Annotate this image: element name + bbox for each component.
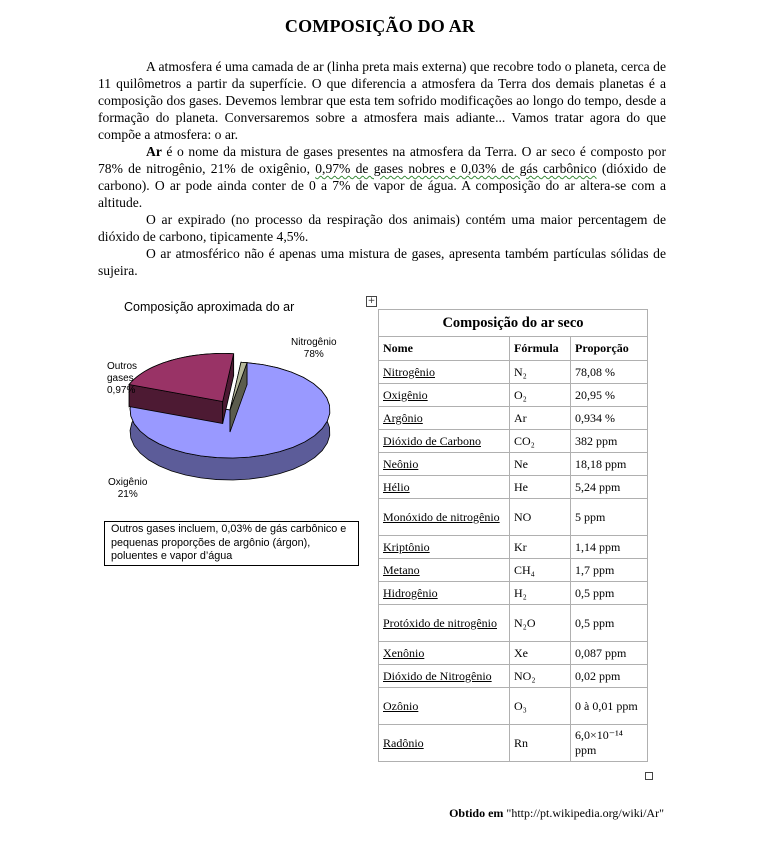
table-row: [379, 384, 648, 407]
cell-proportion: 6,0×10⁻¹⁴ ppm: [571, 725, 648, 762]
cell-formula: H₂: [510, 582, 571, 605]
paragraph-3: O ar expirado (no processo da respiração dos animais) contém uma maior percentagem de dióxido de carbono, tipicamente 4,5%.: [98, 212, 666, 244]
cell-name: Protóxido de nitrogênio: [379, 605, 510, 642]
source-citation: [449, 806, 664, 821]
pie-slices: [129, 353, 330, 479]
table-row: [379, 605, 648, 642]
table-row: [379, 430, 648, 453]
cell-proportion: 5,24 ppm: [571, 476, 648, 499]
table-row: [379, 725, 648, 762]
cell-name: Ozônio: [379, 688, 510, 725]
table-row: [379, 361, 648, 384]
cell-formula: CH₄: [510, 559, 571, 582]
table-row: [379, 559, 648, 582]
label-outros-line2: gases: [107, 373, 134, 384]
label-nitrogenio-value: 78%: [303, 349, 324, 360]
cell-name: Oxigênio: [379, 384, 510, 407]
paragraph-1: A atmosfera é uma camada de ar (linha preta mais externa) que recobre todo o planeta, cerca de 11 quilômetros a partir da superfície. O que diferencia a atmosfera da Terra dos demais planetas é a composição dos gases. Devemos lembrar que esta tem sofrido modificações ao longo do tempo, desde a formação do planeta. Conversaremos sobre a atmosfera mais adiante... Vamos tratar agora do que compõe a atmosfera: o ar.: [98, 59, 666, 142]
table-row: [379, 688, 648, 725]
table-row: [379, 499, 648, 536]
cell-proportion: 0,934 %: [571, 407, 648, 430]
header-formula: Fórmula: [510, 337, 571, 361]
cell-proportion: 0 à 0,01 ppm: [571, 688, 648, 725]
table-caption-row: [379, 310, 648, 337]
cell-proportion: 0,5 ppm: [571, 605, 648, 642]
header-proporcao: Proporção: [571, 337, 648, 361]
cell-formula: Ar: [510, 407, 571, 430]
cell-proportion: 0,02 ppm: [571, 665, 648, 688]
table-row: [379, 665, 648, 688]
cell-name: Hidrogênio: [379, 582, 510, 605]
cell-proportion: 0,5 ppm: [571, 582, 648, 605]
cell-formula: He: [510, 476, 571, 499]
document-title: COMPOSIÇÃO DO AR: [284, 16, 476, 36]
cell-formula: Rn: [510, 725, 571, 762]
cell-formula: O₃: [510, 688, 571, 725]
table-move-handle[interactable]: +: [367, 296, 376, 306]
cell-proportion: 1,7 ppm: [571, 559, 648, 582]
label-nitrogenio: [291, 337, 337, 361]
source-label: Obtido em: [449, 806, 504, 820]
header-nome: Nome: [379, 337, 510, 361]
cell-proportion: 382 ppm: [571, 430, 648, 453]
cell-name: Dióxido de Carbono: [379, 430, 510, 453]
table-row: [379, 407, 648, 430]
table-row: [379, 453, 648, 476]
cell-name: Neônio: [379, 453, 510, 476]
label-oxigenio: [108, 477, 147, 501]
label-outros-value: 0,97%: [107, 385, 136, 396]
composition-table: [378, 309, 648, 762]
cell-formula: Kr: [510, 536, 571, 559]
cell-name: Dióxido de Nitrogênio: [379, 665, 510, 688]
table-resize-handle[interactable]: [645, 772, 653, 780]
paragraph-4: O ar atmosférico não é apenas uma mistura de gases, apresenta também partículas sólidas de sujeira.: [98, 246, 666, 278]
cell-name: Argônio: [379, 407, 510, 430]
cell-name: Kriptônio: [379, 536, 510, 559]
source-url: "http://pt.wikipedia.org/wiki/Ar": [506, 806, 664, 820]
cell-proportion: 78,08 %: [571, 361, 648, 384]
table-header-row: [379, 337, 648, 361]
table-row: [379, 536, 648, 559]
cell-formula: Ne: [510, 453, 571, 476]
cell-formula: Xe: [510, 642, 571, 665]
cell-name: Xenônio: [379, 642, 510, 665]
cell-proportion: 18,18 ppm: [571, 453, 648, 476]
body-text: [98, 58, 666, 279]
paragraph-2-part-c: (dióxido de carbono). O ar pode ainda conter de 0 a 7% de vapor de água. A composição do ar altera-se com a altitude.: [98, 161, 666, 210]
label-nitrogenio-name: Nitrogênio: [291, 337, 337, 348]
chart-title: Composição aproximada do ar: [124, 300, 295, 314]
label-oxigenio-name: Oxigênio: [108, 477, 148, 488]
cell-formula: NO₂: [510, 665, 571, 688]
cell-formula: N₂O: [510, 605, 571, 642]
paragraph-2-part-b: 0,97% de gases nobres e 0,03% de gás carbônico: [315, 161, 597, 176]
cell-proportion: 0,087 ppm: [571, 642, 648, 665]
cell-proportion: 1,14 ppm: [571, 536, 648, 559]
paragraph-2-part-a: é o nome da mistura de gases presentes na atmosfera da Terra. O ar seco é composto por 78% de nitrogênio, 21% de oxigênio,: [98, 144, 666, 176]
cell-name: Hélio: [379, 476, 510, 499]
cell-name: Nitrogênio: [379, 361, 510, 384]
cell-formula: N₂: [510, 361, 571, 384]
chart-note-box: Outros gases incluem, 0,03% de gás carbônico e pequenas proporções de argônio (árgon), poluentes e vapor d’água: [104, 521, 359, 566]
cell-name: Metano: [379, 559, 510, 582]
cell-formula: CO₂: [510, 430, 571, 453]
table-row: [379, 642, 648, 665]
paragraph-2: [98, 143, 666, 211]
ar-bold-term: Ar: [146, 144, 162, 159]
table-row: [379, 582, 648, 605]
label-outros-gases: [107, 361, 137, 397]
cell-proportion: 20,95 %: [571, 384, 648, 407]
label-oxigenio-value: 21%: [117, 489, 138, 500]
label-outros-line1: Outros: [107, 361, 138, 372]
table-caption: Composição do ar seco: [379, 310, 648, 337]
table-row: [379, 476, 648, 499]
cell-name: Radônio: [379, 725, 510, 762]
cell-proportion: 5 ppm: [571, 499, 648, 536]
cell-formula: O₂: [510, 384, 571, 407]
cell-formula: NO: [510, 499, 571, 536]
cell-name: Monóxido de nitrogênio: [379, 499, 510, 536]
